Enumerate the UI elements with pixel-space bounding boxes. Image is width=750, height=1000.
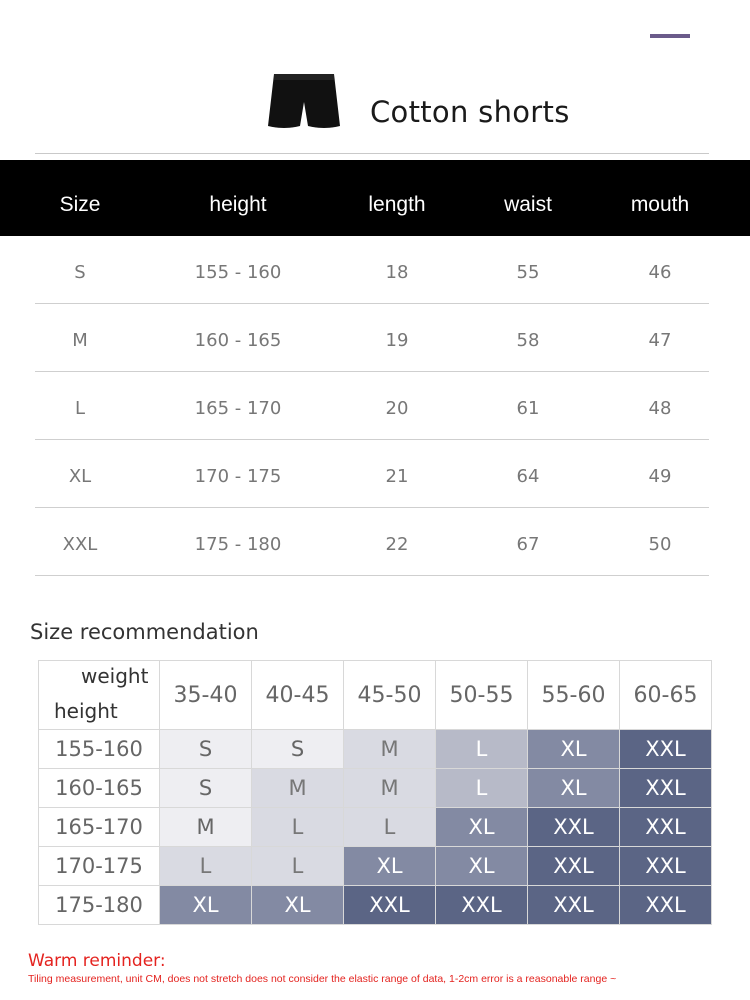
reminder-text: Tiling measurement, unit CM, does not stretch does not consider the elastic range of data, 1-2cm error is a reasonable range ~ — [28, 973, 617, 985]
recommended-size-cell: XXL — [528, 847, 620, 886]
height-range-label: 175-180 — [39, 886, 160, 925]
corner-cell — [39, 661, 160, 730]
cell-length: 19 — [385, 330, 409, 351]
size-row — [0, 304, 750, 372]
cell-size: L — [74, 398, 86, 419]
header-mouth: mouth — [630, 193, 690, 216]
cell-height: 175 - 180 — [194, 534, 282, 555]
cell-mouth: 46 — [648, 262, 672, 283]
top-accent-bar — [650, 34, 690, 38]
recommendation-header-row — [39, 661, 712, 730]
recommended-size-cell: XXL — [344, 886, 436, 925]
recommendation-title: Size recommendation — [30, 620, 259, 644]
cell-height: 165 - 170 — [194, 398, 282, 419]
header-divider — [35, 153, 709, 154]
cell-mouth: 50 — [648, 534, 672, 555]
recommended-size-cell: L — [252, 808, 344, 847]
size-chart-table — [0, 160, 750, 576]
cell-size: S — [74, 262, 86, 283]
cell-size: M — [72, 330, 88, 351]
recommended-size-cell: XL — [528, 730, 620, 769]
size-row — [0, 440, 750, 508]
cell-mouth: 47 — [648, 330, 672, 351]
cell-waist: 64 — [516, 466, 540, 487]
weight-range-header: 50-55 — [436, 661, 528, 730]
recommended-size-cell: L — [344, 808, 436, 847]
product-title: Cotton shorts — [370, 95, 570, 129]
cell-size: XXL — [62, 534, 98, 555]
recommended-size-cell: M — [344, 769, 436, 808]
size-row — [0, 372, 750, 440]
weight-range-header: 35-40 — [160, 661, 252, 730]
cell-mouth: 49 — [648, 466, 672, 487]
recommended-size-cell: S — [160, 730, 252, 769]
recommended-size-cell: XXL — [528, 808, 620, 847]
recommended-size-cell: XXL — [620, 886, 712, 925]
recommended-size-cell: S — [252, 730, 344, 769]
weight-range-header: 40-45 — [252, 661, 344, 730]
recommended-size-cell: XL — [344, 847, 436, 886]
header-waist: waist — [504, 193, 552, 216]
recommended-size-cell: XL — [436, 808, 528, 847]
recommended-size-cell: XL — [436, 847, 528, 886]
weight-range-header: 45-50 — [344, 661, 436, 730]
product-header — [0, 40, 750, 155]
height-range-label: 160-165 — [39, 769, 160, 808]
cell-waist: 58 — [516, 330, 540, 351]
corner-height-label: height — [54, 699, 118, 723]
recommended-size-cell: XXL — [436, 886, 528, 925]
recommended-size-cell: XL — [160, 886, 252, 925]
cell-height: 155 - 160 — [194, 262, 282, 283]
header-size: Size — [59, 193, 101, 216]
recommended-size-cell: S — [160, 769, 252, 808]
recommendation-row — [39, 769, 712, 808]
size-recommendation-grid — [38, 660, 712, 925]
height-range-label: 170-175 — [39, 847, 160, 886]
size-chart-header — [0, 160, 750, 236]
height-range-label: 165-170 — [39, 808, 160, 847]
recommended-size-cell: L — [436, 769, 528, 808]
cell-length: 21 — [385, 466, 409, 487]
height-range-label: 155-160 — [39, 730, 160, 769]
recommendation-row — [39, 730, 712, 769]
recommended-size-cell: XXL — [620, 730, 712, 769]
cell-waist: 67 — [516, 534, 540, 555]
weight-range-header: 55-60 — [528, 661, 620, 730]
recommended-size-cell: XXL — [528, 886, 620, 925]
header-length: length — [368, 193, 426, 216]
recommended-size-cell: M — [160, 808, 252, 847]
cell-size: XL — [68, 466, 92, 487]
size-row — [0, 508, 750, 576]
cell-height: 170 - 175 — [194, 466, 282, 487]
recommended-size-cell: XL — [528, 769, 620, 808]
recommended-size-cell: L — [436, 730, 528, 769]
weight-range-header: 60-65 — [620, 661, 712, 730]
recommended-size-cell: XXL — [620, 847, 712, 886]
recommended-size-cell: XL — [252, 886, 344, 925]
header-height: height — [209, 193, 267, 216]
black-shorts-icon — [262, 68, 346, 138]
recommendation-row — [39, 847, 712, 886]
cell-waist: 55 — [516, 262, 540, 283]
recommended-size-cell: L — [160, 847, 252, 886]
cell-length: 18 — [385, 262, 409, 283]
reminder-title: Warm reminder: — [28, 951, 166, 971]
cell-waist: 61 — [516, 398, 540, 419]
size-row — [0, 236, 750, 304]
recommended-size-cell: XXL — [620, 769, 712, 808]
cell-mouth: 48 — [648, 398, 672, 419]
recommended-size-cell: M — [252, 769, 344, 808]
recommended-size-cell: L — [252, 847, 344, 886]
cell-length: 22 — [385, 534, 409, 555]
corner-weight-label: weight — [81, 664, 149, 688]
recommendation-row — [39, 886, 712, 925]
recommended-size-cell: M — [344, 730, 436, 769]
cell-length: 20 — [385, 398, 409, 419]
recommended-size-cell: XXL — [620, 808, 712, 847]
cell-height: 160 - 165 — [194, 330, 282, 351]
recommendation-row — [39, 808, 712, 847]
